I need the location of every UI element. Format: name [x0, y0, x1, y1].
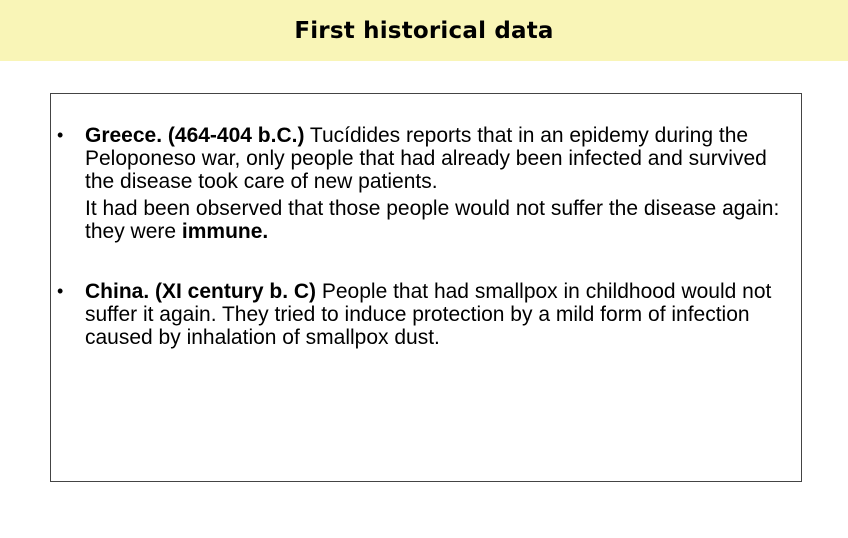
bullet-paragraph [85, 124, 787, 193]
bullet-text: Tucídides reports that in an epidemy during the Peloponeso war, only people that had already been infected and survived the disease took care of new patients. [85, 124, 767, 193]
bullet-body [85, 280, 787, 349]
bullet-text: People that had smallpox in childhood would not suffer it again. They tried to induce protection by a mild form of infection caused by inhalation of smallpox dust. [85, 280, 772, 349]
bullet-heading: Greece. (464-404 b.C.) [85, 124, 305, 147]
bullet-text: It had been observed that those people would not suffer the disease again: they were [85, 197, 780, 243]
bullet-paragraph [85, 197, 787, 243]
bullet-body [85, 124, 787, 243]
bullet-item-china [57, 280, 787, 349]
content-box [50, 93, 802, 482]
bullet-marker: • [57, 125, 64, 145]
emphasis-word: immune. [181, 220, 269, 243]
bullet-paragraph [85, 280, 787, 349]
bullet-marker: • [57, 281, 64, 301]
title-banner [0, 0, 848, 61]
bullet-item-greece [57, 124, 787, 243]
bullet-heading: China. (XI century b. C) [85, 280, 317, 303]
slide-title: First historical data [294, 18, 554, 44]
